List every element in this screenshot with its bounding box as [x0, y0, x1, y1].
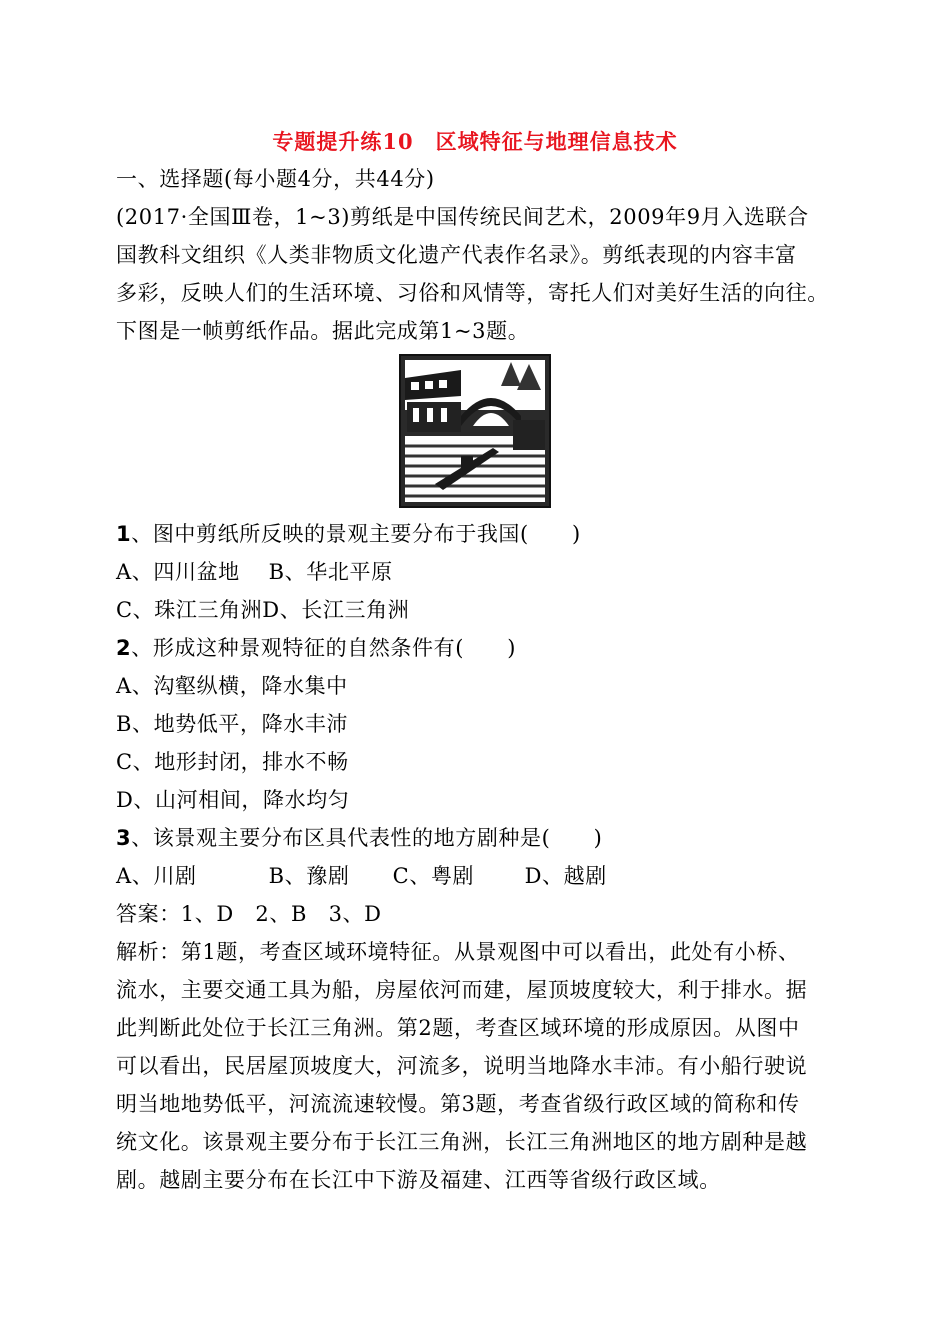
- question-2-option-row: A、沟壑纵横，降水集中: [116, 674, 348, 698]
- question-text: 、该景观主要分布区具代表性的地方剧种是( ): [131, 826, 603, 850]
- question-2-stem: [116, 634, 836, 662]
- question-number: 3: [116, 826, 132, 850]
- question-number: 1: [116, 522, 132, 546]
- intro-line: 多彩，反映人们的生活环境、习俗和风情等，寄托人们对美好生活的向往。: [116, 281, 829, 305]
- analysis-line: 可以看出，民居屋顶坡度大，河流多，说明当地降水丰沛。有小船行驶说: [116, 1054, 808, 1078]
- question-2-option-row: C、地形封闭，排水不畅: [116, 750, 349, 774]
- analysis-line: 统文化。该景观主要分布于长江三角洲，长江三角洲地区的地方剧种是越: [116, 1130, 808, 1154]
- analysis-line: 明当地地势低平，河流流速较慢。第3题，考查省级行政区域的简称和传: [116, 1092, 800, 1116]
- question-2-option-row: B、地势低平，降水丰沛: [116, 712, 349, 736]
- intro-line: 下图是一帧剪纸作品。据此完成第1~3题。: [116, 319, 530, 343]
- question-number: 2: [116, 636, 132, 660]
- analysis-line: 此判断此处位于长江三角洲。第2题，考查区域环境的形成原因。从图中: [116, 1016, 800, 1040]
- question-2-option-row: D、山河相间，降水均匀: [116, 788, 350, 812]
- analysis-line: 剧。越剧主要分布在长江中下游及福建、江西等省级行政区域。: [116, 1168, 721, 1192]
- question-text: 、形成这种景观特征的自然条件有( ): [131, 636, 517, 660]
- intro-line: (2017·全国Ⅲ卷，1~3)剪纸是中国传统民间艺术，2009年9月入选联合: [116, 205, 809, 229]
- section-heading: 一、选择题(每小题4分，共44分): [116, 167, 435, 191]
- question-3-option-row: A、川剧 B、豫剧 C、粤剧 D、越剧: [116, 864, 607, 888]
- analysis-line: 解析：第1题，考查区域环境特征。从景观图中可以看出，此处有小桥、: [116, 940, 800, 964]
- answer-line: 答案：1、D 2、B 3、D: [116, 902, 382, 926]
- question-3-stem: [116, 824, 836, 852]
- question-1-option-row: A、四川盆地 B、华北平原: [116, 560, 393, 584]
- paper-cut-image: [399, 354, 551, 508]
- question-text: 、图中剪纸所反映的景观主要分布于我国( ): [131, 522, 581, 546]
- paper-cut-water-town-icon: [401, 356, 549, 506]
- question-1-stem: [116, 520, 836, 548]
- question-1-option-row: C、珠江三角洲D、长江三角洲: [116, 598, 410, 622]
- intro-line: 国教科文组织《人类非物质文化遗产代表作名录》。剪纸表现的内容丰富: [116, 243, 797, 267]
- page-title: 专题提升练10 区域特征与地理信息技术: [272, 129, 678, 154]
- analysis-line: 流水，主要交通工具为船，房屋依河而建，屋顶坡度较大，利于排水。据: [116, 978, 808, 1002]
